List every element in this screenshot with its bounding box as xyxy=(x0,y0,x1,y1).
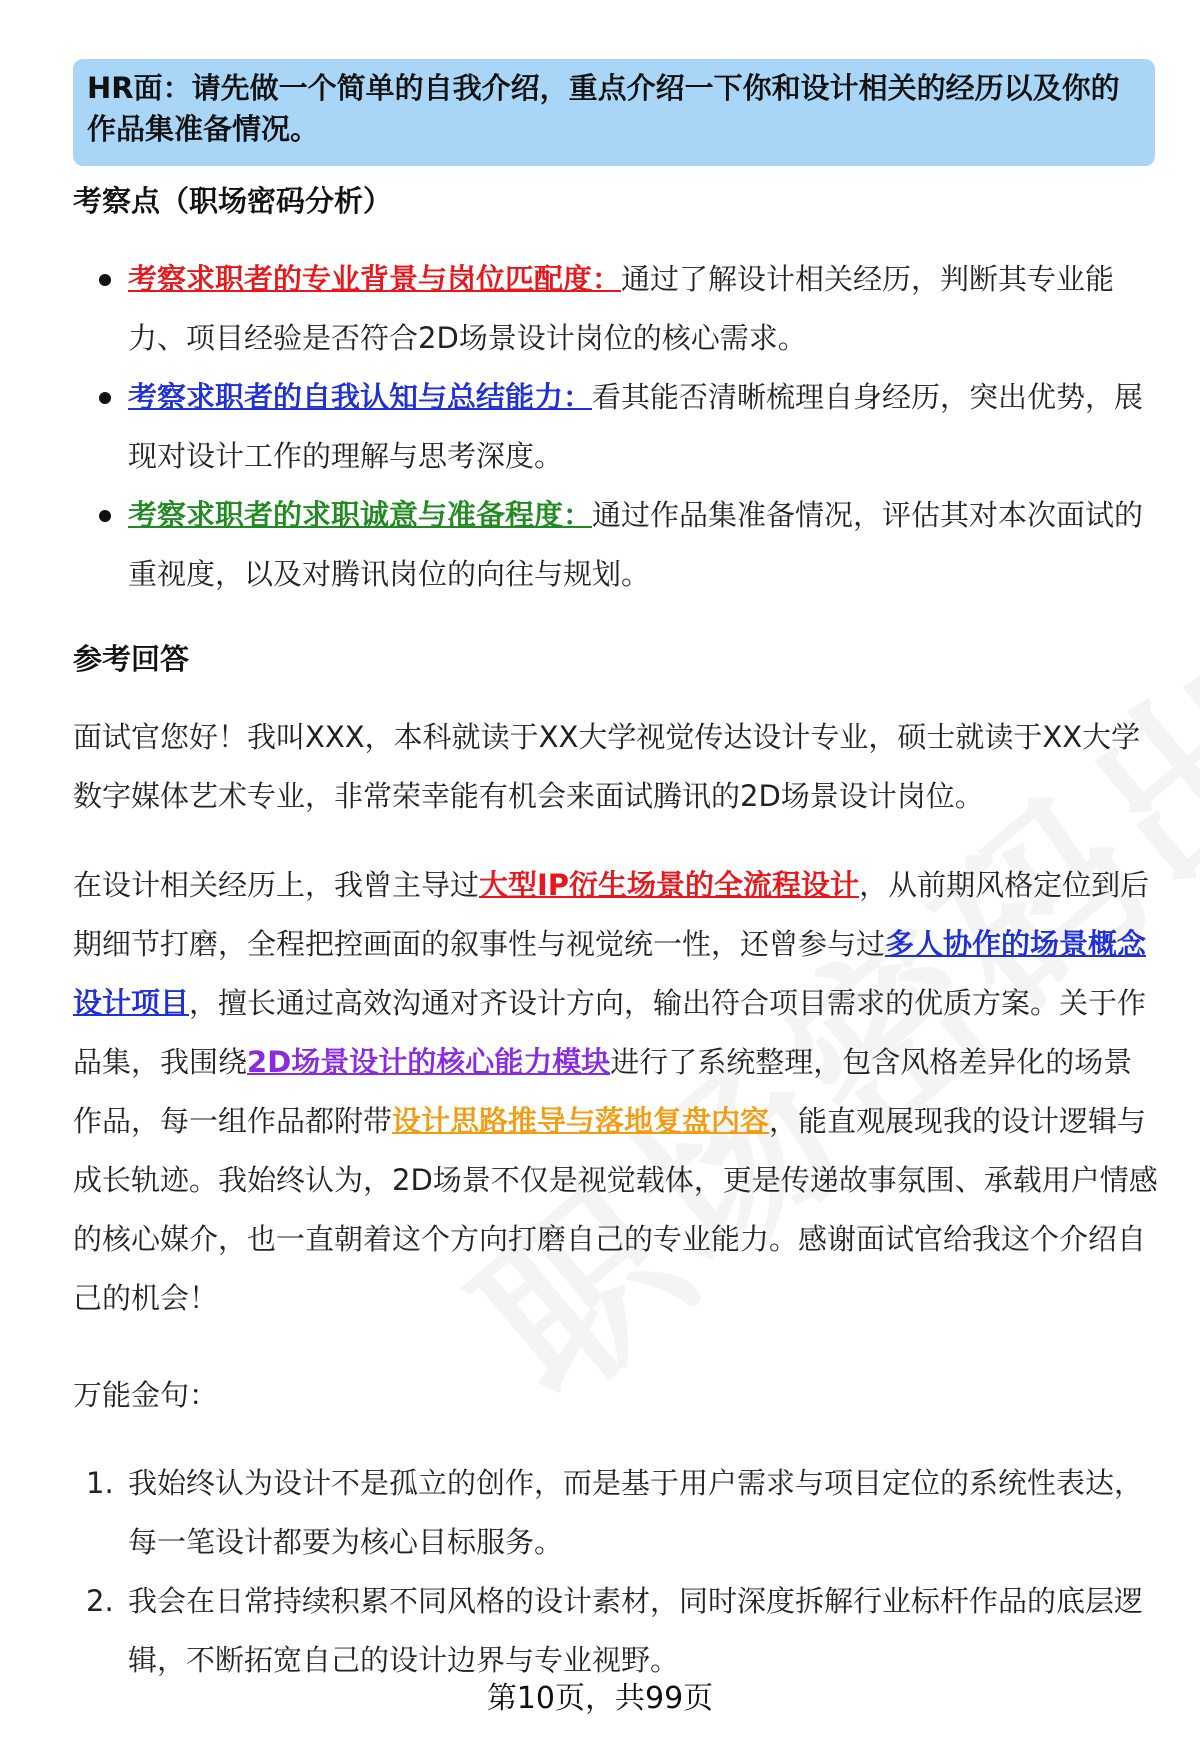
answer-text: ，从前期风格定位到后期细节打磨，全程把控画面的叙事性与视觉统一性，还曾参与过 xyxy=(73,868,1150,961)
highlight-phrase: 设计思路推导与落地复盘内容 xyxy=(392,1104,770,1138)
bullet-text: 看其能否清晰梳理自身经历，突出优势，展现对设计工作的理解与思考深度。 xyxy=(128,380,1144,473)
highlight-phrase: 多人协作的场景概念设计项目 xyxy=(73,927,1147,1020)
bullet-text: 通过作品集准备情况，评估其对本次面试的重视度，以及对腾讯岗位的向往与规划。 xyxy=(128,498,1144,591)
bullet-keyword: 考察求职者的自我认知与总结能力： xyxy=(128,380,593,414)
bullet-dot-icon xyxy=(99,510,111,522)
highlight-phrase: 2D场景设计的核心能力模块 xyxy=(247,1045,611,1079)
question-text: HR面：请先做一个简单的自我介绍，重点介绍一下你和设计相关的经历以及你的作品集准备情况。 xyxy=(87,71,1120,146)
answer-paragraph-2 xyxy=(73,856,1158,1328)
list-item xyxy=(73,1572,1163,1690)
bullet-keyword: 考察求职者的专业背景与岗位匹配度： xyxy=(128,262,622,296)
highlight-phrase: 大型IP衍生场景的全流程设计 xyxy=(479,868,860,902)
list-item xyxy=(73,1454,1163,1572)
golden-title: 万能金句： xyxy=(73,1378,219,1412)
bullet-dot-icon xyxy=(99,274,111,286)
bullet-dot-icon xyxy=(99,392,111,404)
golden-list xyxy=(73,1454,1163,1690)
list-item xyxy=(73,486,1163,604)
answer-text: 进行了系统整理，包含风格差异化的场景作品，每一组作品都附带 xyxy=(73,1045,1133,1138)
item-text: 我始终认为设计不是孤立的创作，而是基于用户需求与项目定位的系统性表达，每一笔设计都要为核心目标服务。 xyxy=(128,1466,1144,1559)
item-number: 1. xyxy=(86,1466,114,1500)
item-text: 我会在日常持续积累不同风格的设计素材，同时深度拆解行业标杆作品的底层逻辑，不断拓宽自己的设计边界与专业视野。 xyxy=(128,1584,1144,1677)
answer-text: ，能直观展现我的设计逻辑与成长轨迹。我始终认为，2D场景不仅是视觉载体，更是传递故事氛围、承载用户情感的核心媒介，也一直朝着这个方向打磨自己的专业能力。感谢面试官给我这个介绍自己的机会！ xyxy=(73,1104,1158,1315)
page-footer: 第10页，共99页 xyxy=(486,1681,714,1716)
answer-text: 在设计相关经历上，我曾主导过 xyxy=(73,868,480,902)
answer-paragraph-1: 面试官您好！我叫XXX，本科就读于XX大学视觉传达设计专业，硕士就读于XX大学数字媒体艺术专业，非常荣幸能有机会来面试腾讯的2D场景设计岗位。 xyxy=(73,720,1141,813)
bullet-keyword: 考察求职者的求职诚意与准备程度： xyxy=(128,498,593,532)
list-item xyxy=(73,368,1163,486)
item-number: 2. xyxy=(86,1584,114,1618)
question-box xyxy=(73,59,1155,166)
analysis-list xyxy=(73,250,1163,604)
section-title-analysis: 考察点（职场密码分析） xyxy=(73,184,393,218)
section-title-answer: 参考回答 xyxy=(73,642,190,676)
bullet-text: 通过了解设计相关经历，判断其专业能力、项目经验是否符合2D场景设计岗位的核心需求。 xyxy=(128,262,1115,355)
answer-text: ，擅长通过高效沟通对齐设计方向，输出符合项目需求的优质方案。关于作品集，我围绕 xyxy=(73,986,1147,1079)
list-item xyxy=(73,250,1163,368)
